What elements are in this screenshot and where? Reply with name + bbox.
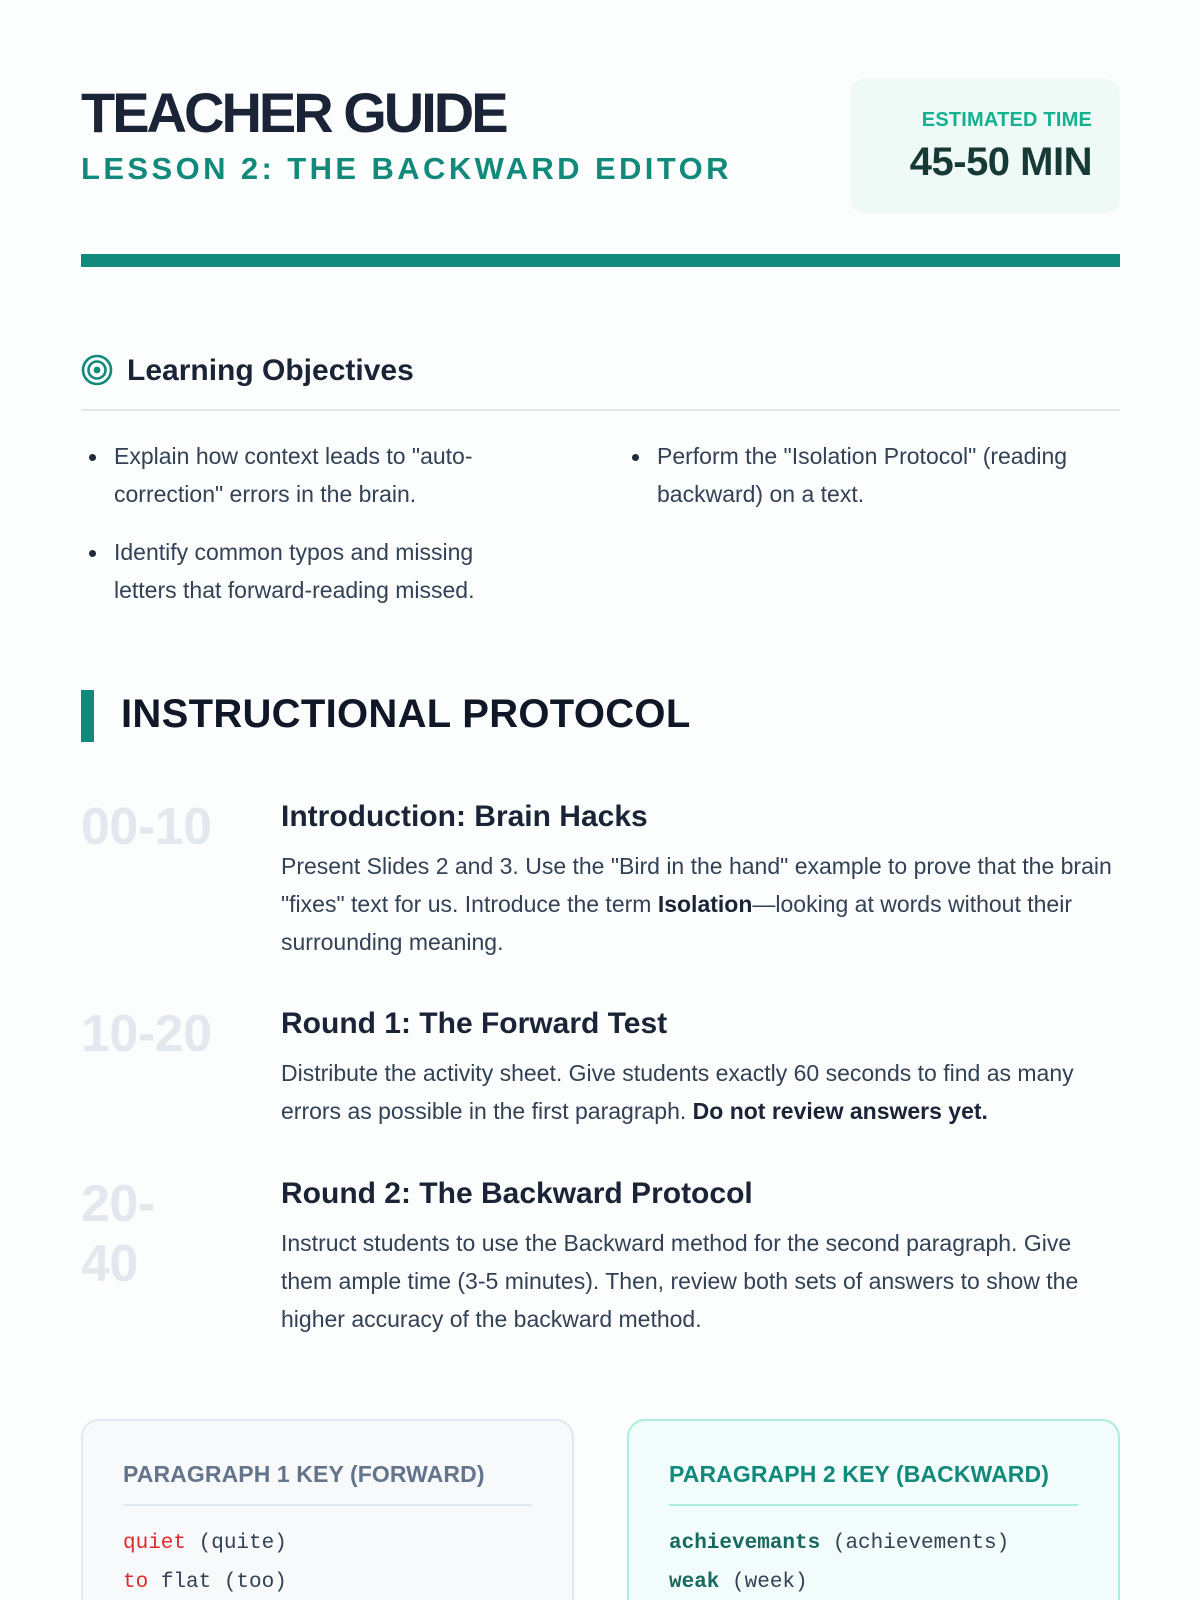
key-list <box>123 1524 532 1600</box>
step-body <box>281 1174 1120 1338</box>
paragraph-2-key-card <box>627 1419 1120 1600</box>
step-time: 10-20 <box>81 1005 212 1063</box>
key-item <box>669 1524 1078 1563</box>
step-desc-text: Present Slides 2 and 3. Use the "Bird in the hand" example to prove that the brain "fixes" text for us. Introduce the term <box>281 853 1112 917</box>
objectives-list-left <box>81 437 541 629</box>
objectives-title: Learning Objectives <box>127 354 414 387</box>
key-error-word: weak <box>669 1571 720 1594</box>
step-time: 20-40 <box>81 1175 155 1293</box>
objective-item: Identify common typos and missing letters that forward-reading missed. <box>81 533 541 609</box>
objectives-heading <box>81 351 1120 411</box>
step-title: Round 2: The Backward Protocol <box>281 1177 753 1210</box>
key-list <box>669 1524 1078 1600</box>
key-correction: (achievements) <box>820 1532 1010 1555</box>
step-desc-text: —looking at words without their surrounding meaning. <box>281 891 1072 955</box>
key-error-word: to <box>123 1571 149 1594</box>
guide-header <box>81 79 1120 214</box>
lesson-subtitle: LESSON 2: THE BACKWARD EDITOR <box>81 151 732 186</box>
key-item <box>669 1563 1078 1600</box>
estimated-time-value: 45-50 MIN <box>909 140 1092 184</box>
step-description <box>281 847 1120 961</box>
teacher-guide-page <box>81 0 1120 1600</box>
key-correction: (week) <box>719 1571 808 1594</box>
key-error-word: achievemants <box>669 1532 821 1555</box>
step-desc-text: Distribute the activity sheet. Give students exactly 60 seconds to find as many errors as possible in the first paragraph. <box>281 1060 1074 1124</box>
paragraph-1-key-card <box>81 1419 574 1600</box>
key-error-word: quiet <box>123 1532 187 1555</box>
step-desc-emphasis: Isolation <box>657 891 753 917</box>
step-time: 00-10 <box>81 798 212 856</box>
step-desc-text: Instruct students to use the Backward method for the second paragraph. Give them ample time (3-5 minutes). Then, review both sets of answers to show the higher accuracy of the backward method. <box>281 1230 1079 1332</box>
key-title: PARAGRAPH 1 KEY (FORWARD) <box>123 1461 532 1506</box>
key-correction: (quite) <box>186 1532 287 1555</box>
key-item <box>123 1524 532 1563</box>
step-title: Round 1: The Forward Test <box>281 1007 668 1040</box>
objective-item: Explain how context leads to "auto-correction" errors in the brain. <box>81 437 541 513</box>
key-correction: flat (too) <box>148 1571 287 1594</box>
estimated-time-card <box>850 79 1120 213</box>
step-description <box>281 1054 1120 1130</box>
page-title: TEACHER GUIDE <box>81 81 506 144</box>
objective-item: Perform the "Isolation Protocol" (reading backward) on a text. <box>624 437 1124 513</box>
key-title: PARAGRAPH 2 KEY (BACKWARD) <box>669 1461 1078 1506</box>
key-item <box>123 1563 532 1600</box>
protocol-title: INSTRUCTIONAL PROTOCOL <box>121 692 691 736</box>
step-description <box>281 1224 1120 1338</box>
header-divider <box>81 254 1120 267</box>
objectives-list-right <box>624 437 1124 533</box>
step-title: Introduction: Brain Hacks <box>281 800 648 833</box>
target-icon <box>81 354 113 386</box>
step-body <box>281 1004 1120 1130</box>
protocol-accent-bar <box>81 690 94 742</box>
step-body <box>281 797 1120 961</box>
estimated-time-label: ESTIMATED TIME <box>921 109 1092 131</box>
step-desc-emphasis: Do not review answers yet. <box>692 1098 988 1124</box>
